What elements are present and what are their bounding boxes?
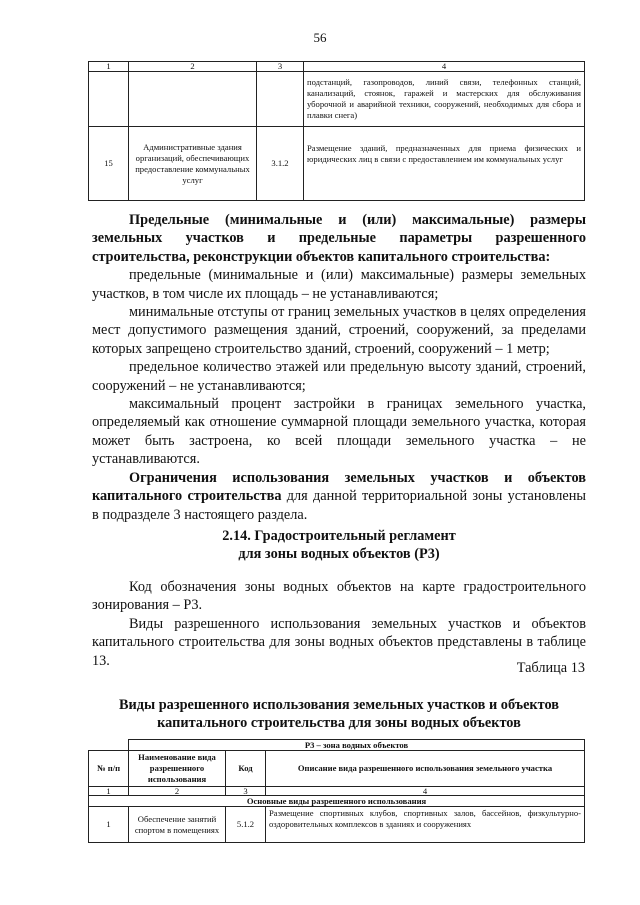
- col-header-code: Код: [226, 751, 266, 787]
- col-header-number: № п/п: [89, 751, 129, 787]
- table-header-numbers: [89, 62, 585, 72]
- row-name: Административные здания организаций, обеспечивающих предоставление коммунальных услуг: [129, 127, 257, 201]
- table-title-line: Виды разрешенного использования земельных участков и объектов: [118, 697, 559, 713]
- col-number-cell: 2: [129, 787, 226, 796]
- column-headers: [89, 751, 585, 787]
- section-title-line: 2.14. Градостроительный регламент: [222, 528, 456, 544]
- zone-band-row: [89, 740, 585, 751]
- zone-band: Р3 – зона водных объектов: [129, 740, 585, 751]
- paragraph: предельные (минимальные и (или) максимальные) размеры земельных участков, в том числе их площадь – не устанавливаются;: [92, 267, 586, 302]
- header-cell: 3: [257, 62, 304, 72]
- table-title: [92, 696, 586, 732]
- restrictions-bold-text: Ограничения использования земельных участков и объектов капитального строительства: [92, 469, 586, 505]
- row-code: 5.1.2: [226, 807, 266, 843]
- paragraph: Виды разрешенного использования земельных участков и объектов капитального строительства для зоны водных объектов представлены в таблице 13.: [92, 615, 586, 669]
- paragraph: предельное количество этажей или предельную высоту зданий, строений, сооружений – не устанавливаются;: [92, 359, 586, 394]
- row-code: [257, 72, 304, 127]
- row-number: 1: [89, 807, 129, 843]
- table-row: [89, 72, 585, 127]
- table-row: [89, 127, 585, 201]
- row-name: [129, 72, 257, 127]
- page-number: 56: [313, 30, 327, 45]
- section-heading: [92, 527, 586, 563]
- table-caption: Таблица 13: [516, 660, 585, 676]
- row-number: 15: [89, 127, 129, 201]
- limits-section: [92, 211, 586, 524]
- row-number: [89, 72, 129, 127]
- column-numbers: [89, 787, 585, 796]
- header-cell: 1: [89, 62, 129, 72]
- table-row: [89, 807, 585, 843]
- paragraph: Код обозначения зоны водных объектов на карте градостроительного зонирования – Р3.: [92, 579, 586, 614]
- col-header-name: Наименование вида разрешенного использования: [129, 751, 226, 787]
- row-description: подстанций, газопроводов, линий связи, телефонных станций, канализаций, стоянок, гаражей и мастерских для обслуживания уборочной и аварийной техники, сооружений, необходимых для сбора и плавки снега): [304, 72, 585, 127]
- col-number-cell: 1: [89, 787, 129, 796]
- paragraph: [92, 469, 586, 524]
- header-cell: 2: [129, 62, 257, 72]
- restrictions-text: для данной территориальной зоны установлены в подразделе 3 настоящего раздела.: [92, 488, 586, 523]
- row-name: Обеспечение занятий спортом в помещениях: [129, 807, 226, 843]
- col-header-description: Описание вида разрешенного использования земельного участка: [266, 751, 585, 787]
- row-description: Размещение зданий, предназначенных для приема физических и юридических лиц в связи с предоставлением им коммунальных услуг: [304, 127, 585, 201]
- limits-heading: Предельные (минимальные и (или) максимальные) размеры земельных участков и предельные параметры разрешенного строительства, реконструкции объектов капитального строительства:: [92, 212, 586, 265]
- row-description: Размещение спортивных клубов, спортивных залов, бассейнов, физкультурно-оздоровительных комплексов в зданиях и сооружениях: [266, 807, 585, 843]
- paragraph: максимальный процент застройки в границах земельного участка, определяемый как отношение суммарной площади земельного участка, которая может быть застроена, ко всей площади земельного участка – не устанавливаются.: [92, 396, 586, 468]
- table-title-line: капитального строительства для зоны водных объектов: [157, 715, 521, 731]
- col-number-cell: 3: [226, 787, 266, 796]
- col-number-cell: 4: [266, 787, 585, 796]
- section-title-line: для зоны водных объектов (Р3): [238, 546, 440, 562]
- row-code: 3.1.2: [257, 127, 304, 201]
- table-13: [88, 739, 585, 843]
- header-cell: 4: [304, 62, 585, 72]
- group-heading-main: Основные виды разрешенного использования: [89, 796, 585, 807]
- group-row: [89, 796, 585, 807]
- section-214-body: [92, 578, 586, 670]
- continued-table: [88, 61, 585, 201]
- paragraph: минимальные отступы от границ земельных участков в целях определения мест допустимого размещения зданий, строений, сооружений, за пределами которых запрещено строительство зданий, строений, сооружений – 1 метр;: [92, 304, 586, 357]
